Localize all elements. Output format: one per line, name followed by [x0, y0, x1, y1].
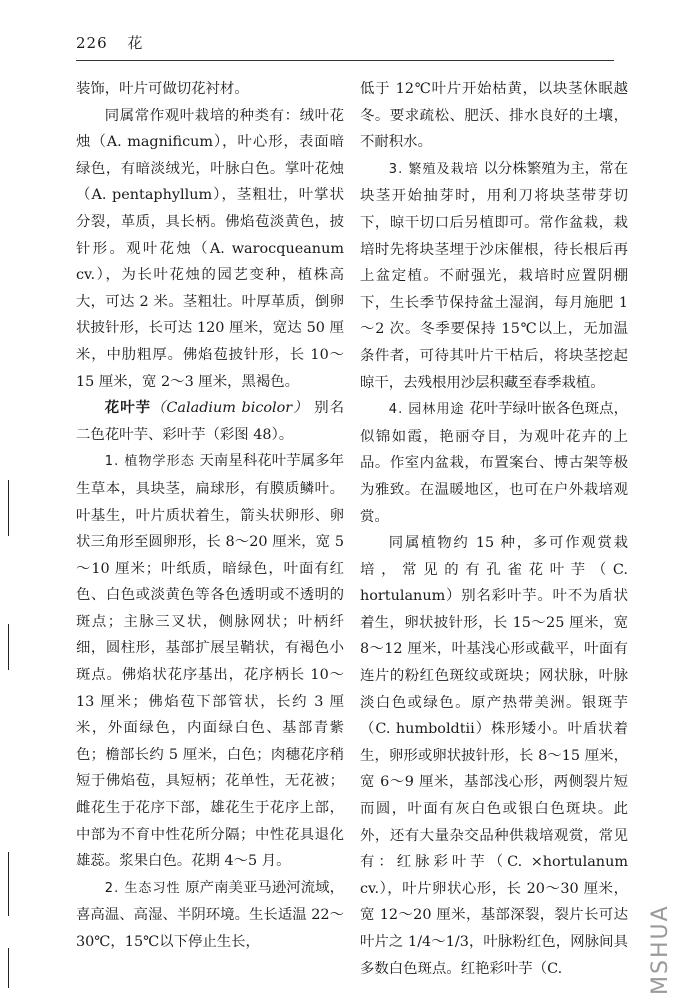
paragraph: 装饰，叶片可做切花衬材。	[76, 81, 249, 97]
species-term: 花叶芋	[104, 399, 152, 417]
paragraph: 同属常作观叶栽培的种类有：绒叶花烛（A. magnificum），叶心形，表面暗绿色，有暗淡绒光，叶脉白色。掌叶花烛（A. pentaphyllum），茎粗壮，叶掌状分裂，革质，具长柄。佛焰苞淡黄色，披针形。观叶花烛（A. warocqueanum cv.），为长叶花烛的园艺变种，植株高大，可达 2 米。茎粗壮。叶厚革质，倒卵状披针形，长可达 120 厘米，宽达 50 厘米，中肋粗厚。佛焰苞披针形，长 10～15 厘米，宽 2～3 厘米，黑褐色。	[76, 107, 344, 390]
header-rule	[76, 60, 614, 61]
latin-name: （Caladium bicolor）	[151, 400, 309, 417]
paragraph-text: 别名二色花叶芋、彩叶芋（彩图 48）。	[76, 400, 344, 443]
paragraph-caladium-bicolor	[76, 395, 344, 448]
right-column	[360, 76, 628, 982]
scan-margin-mark	[8, 948, 9, 988]
paragraph: 低于 12℃叶片开始枯黄，以块茎休眠越冬。要求疏松、肥沃、排水良好的土壤，不耐积水。	[360, 81, 628, 151]
section-heading: 3. 繁殖及栽培	[388, 161, 479, 177]
section-heading: 2. 生态习性	[104, 880, 181, 896]
watermark: MSHUA	[648, 904, 673, 995]
paragraph-propagation	[360, 156, 628, 396]
left-column	[76, 76, 344, 956]
section-heading: 4. 园林用途	[388, 402, 465, 418]
paragraph-morphology	[76, 448, 344, 875]
scan-margin-mark	[8, 624, 9, 670]
paragraph-text: 以分株繁殖为主，常在块茎开始抽芽时，用利刀将块茎带芽切下，晾干切口后另植即可。常作盆栽，栽培时先将块茎埋于沙床催根，待长根后再上盆定植。不耐强光，栽培时应置阴棚下，生长季节保持盆土湿润，每月施肥 1～2 次。冬季要保持 15℃以上，无加温条件者，可待其叶片干枯后，将块茎挖起晾干，去残根用沙层积藏至春季栽植。	[360, 160, 628, 391]
paragraph-ecology	[76, 875, 344, 956]
scan-margin-mark	[8, 480, 9, 536]
section-heading: 1. 植物学形态	[104, 454, 195, 470]
paragraph: 同属植物约 15 种，多可作观赏栽培，常见的有孔雀花叶芋（C. hortulanum）别名彩叶芋。叶不为盾状着生，卵状披针形，长 15～25 厘米，宽 8～12 厘米，叶基浅心形或截平，叶面有连片的粉红色斑纹或斑块；网状脉，叶脉淡白色或绿色。原产热带美洲。银斑芋（C. humboldtii）株形矮小。叶盾状着生，卵形或卵状披针形，长 8～15 厘米，宽 6～9 厘米，基部浅心形，两侧裂片短而圆，叶面有灰白色或银白色斑块。此外，还有大量杂交品种供栽培观赏，常见有：红脉彩叶芋（C. ×hortulanum cv.），叶片卵状心形，长 20～30 厘米，宽 12～20 厘米，基部深裂，裂片长可达叶片之 1/4～1/3，叶脉粉红色，网脉间具多数白色斑点。红艳彩叶芋（C.	[360, 535, 628, 977]
scan-margin-mark	[8, 852, 9, 916]
running-title: 花	[127, 34, 144, 52]
paragraph-text: 原产南美亚马逊河流域，喜高温、高湿、半阴环境。生长适温 22～30℃，15℃以下停止生长，	[76, 879, 344, 950]
paragraph-text: 天南星科花叶芋属多年生草本，具块茎，扁球形，有膜质鳞叶。叶基生，叶片质状着生，箭头状卵形、卵状三角形至圆卵形，长 8～20 厘米，宽 5～10 厘米；叶纸质，暗绿色，叶面有红色、白色或淡黄色等各色透明或不透明的斑点；主脉三叉状，侧脉网状；叶柄纤细，圆柱形，基部扩展呈鞘状，有褐色小斑点。佛焰状花序基出，花序柄长 10～13 厘米；佛焰苞下部管状，长约 3 厘米，外面绿色，内面绿白色、基部青紫色；檐部长约 5 厘米，白色；肉穗花序稍短于佛焰苞，具短柄；花单性，无花被；雌花生于花序下部，雄花生于花序上部，中部为不育中性花所分隔；中性花具退化雄蕊。浆果白色。花期 4～5 月。	[76, 453, 344, 870]
paragraph-text: 花叶芋绿叶嵌各色斑点，似锦如霞，艳丽夺目，为观叶花卉的上品。作室内盆栽，布置案台、博古架等极为雅致。在温暖地区，也可在户外栽培观赏。	[360, 401, 628, 525]
paragraph-landscape-use	[360, 396, 628, 530]
page-header	[76, 30, 606, 56]
page-number: 226	[76, 34, 108, 52]
